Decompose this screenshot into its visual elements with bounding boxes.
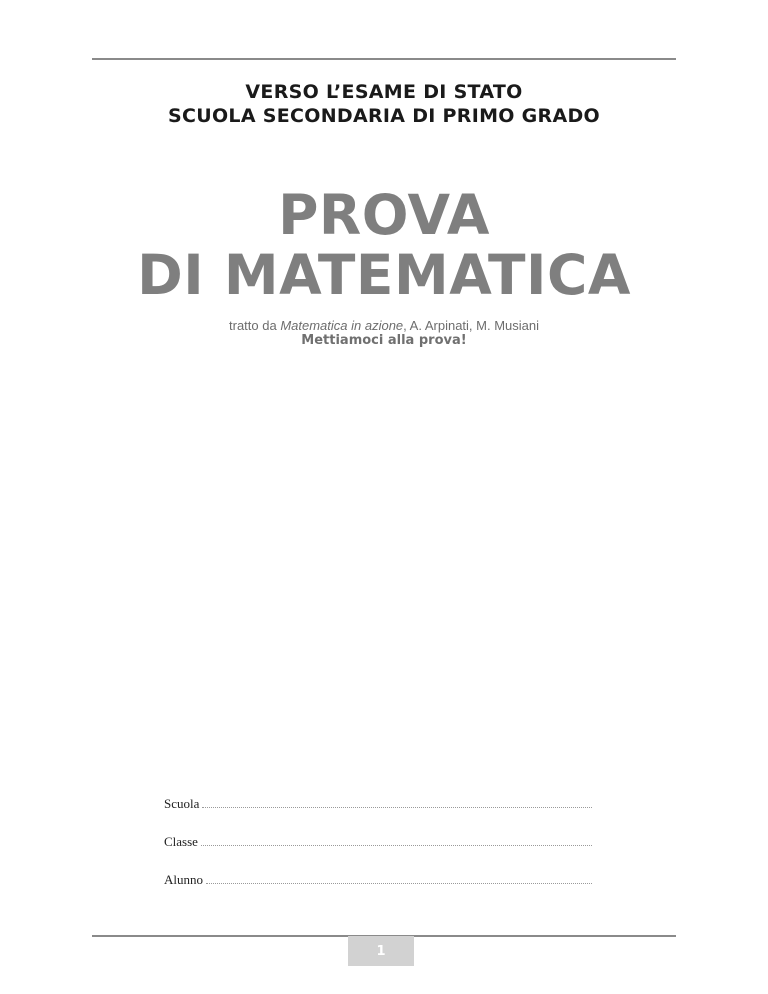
- book-subtitle: Mettiamoci alla prova!: [301, 333, 467, 348]
- book-title: Matematica in azione: [280, 318, 404, 333]
- main-title: [0, 185, 768, 305]
- book-authors: , A. Arpinati, M. Musiani: [403, 318, 539, 333]
- class-label: Classe: [164, 834, 198, 849]
- school-label: Scuola: [164, 796, 200, 811]
- source-prefix: tratto da: [229, 318, 281, 333]
- class-field[interactable]: [164, 834, 592, 852]
- student-fill-line[interactable]: [206, 873, 592, 884]
- student-label: Alunno: [164, 872, 203, 887]
- page-number: 1: [348, 936, 414, 966]
- exam-heading-line1: VERSO L’ESAME DI STATO: [245, 81, 523, 103]
- school-field[interactable]: [164, 796, 592, 814]
- exam-heading-line2: SCUOLA SECONDARIA DI PRIMO GRADO: [168, 105, 600, 127]
- main-title-line2: DI MATEMATICA: [137, 243, 631, 307]
- exam-heading: [0, 80, 768, 128]
- source-credit: [0, 318, 768, 334]
- school-fill-line[interactable]: [202, 797, 592, 808]
- class-fill-line[interactable]: [201, 835, 592, 846]
- main-title-line1: PROVA: [278, 183, 490, 247]
- top-divider: [92, 58, 676, 60]
- student-field[interactable]: [164, 872, 592, 890]
